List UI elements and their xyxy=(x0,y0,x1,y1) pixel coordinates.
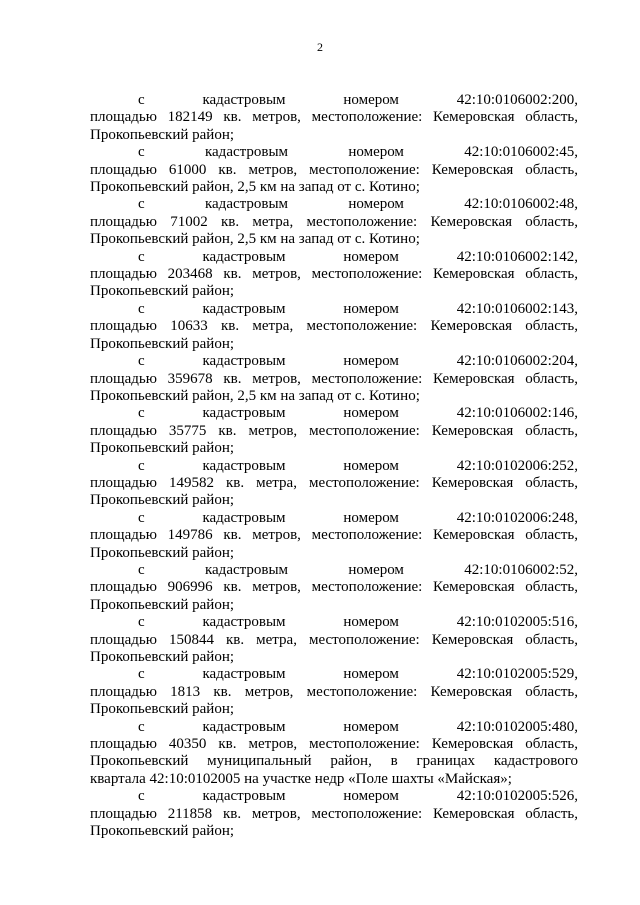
entry-line: с кадастровым номером 42:10:0102006:248, xyxy=(138,509,578,526)
entry-line: квартала 42:10:0102005 на участке недр «Поле шахты «Майская»; xyxy=(90,770,512,787)
page-number: 2 xyxy=(317,40,323,54)
entry-line: Прокопьевский район; xyxy=(90,126,235,143)
entry-line: площадью 211858 кв. метров, местоположение: Кемеровская область, xyxy=(90,805,578,822)
entry-line: с кадастровым номером 42:10:0102005:526, xyxy=(138,788,578,805)
entry-line: с кадастровым номером 42:10:0102005:480, xyxy=(138,718,578,735)
entry-line: с кадастровым номером 42:10:0106002:200, xyxy=(138,92,578,108)
cadastral-entry xyxy=(90,510,578,562)
cadastral-entry xyxy=(90,301,578,353)
cadastral-entry xyxy=(90,458,578,510)
entry-line: с кадастровым номером 42:10:0106002:48, xyxy=(138,196,578,213)
cadastral-entry xyxy=(90,405,578,457)
cadastral-entry xyxy=(90,196,578,248)
cadastral-entry xyxy=(90,92,578,144)
entry-line: Прокопьевский район; xyxy=(90,649,235,665)
entry-line: с кадастровым номером 42:10:0106002:52, xyxy=(138,561,578,578)
cadastral-entry xyxy=(90,788,578,840)
entry-line: Прокопьевский район, 2,5 км на запад от с. Котино; xyxy=(90,231,420,248)
entry-line: с кадастровым номером 42:10:0102005:529, xyxy=(138,666,578,683)
entry-line: с кадастровым номером 42:10:0106002:142, xyxy=(138,248,578,265)
entry-line: площадью 35775 кв. метров, местоположение: Кемеровская область, xyxy=(90,422,578,439)
entry-line: с кадастровым номером 42:10:0106002:45, xyxy=(138,144,578,161)
entry-line: с кадастровым номером 42:10:0106002:146, xyxy=(138,405,578,422)
entry-line: площадью 906996 кв. метров, местоположение: Кемеровская область, xyxy=(90,579,578,596)
entry-line: Прокопьевский район; xyxy=(90,492,235,509)
cadastral-entry xyxy=(90,353,578,405)
cadastral-entry xyxy=(90,249,578,301)
entry-line: Прокопьевский район, 2,5 км на запад от с. Котино; xyxy=(90,387,420,404)
entry-line: площадью 10633 кв. метра, местоположение: Кемеровская область, xyxy=(90,318,578,335)
cadastral-entry xyxy=(90,719,578,789)
cadastral-entry xyxy=(90,144,578,196)
entry-line: с кадастровым номером 42:10:0106002:204, xyxy=(138,353,578,370)
cadastral-entry xyxy=(90,562,578,614)
entry-line: Прокопьевский район, 2,5 км на запад от с. Котино; xyxy=(90,179,420,196)
entry-line: площадью 71002 кв. метра, местоположение: Кемеровская область, xyxy=(90,213,578,230)
entry-line: с кадастровым номером 42:10:0106002:143, xyxy=(138,300,578,317)
entry-line: Прокопьевский район; xyxy=(90,823,235,840)
entry-line: площадью 150844 кв. метра, местоположение: Кемеровская область, xyxy=(90,631,578,648)
entry-line: Прокопьевский район; xyxy=(90,701,235,718)
entry-line: площадью 182149 кв. метров, местоположение: Кемеровская область, xyxy=(90,109,578,126)
cadastral-entry xyxy=(90,666,578,718)
cadastral-entry xyxy=(90,614,578,666)
entry-line: Прокопьевский район; xyxy=(90,596,235,613)
entry-line: площадью 61000 кв. метров, местоположение: Кемеровская область, xyxy=(90,161,578,178)
entry-line: Прокопьевский район; xyxy=(90,544,235,561)
entry-line: площадью 40350 кв. метров, местоположение: Кемеровская область, xyxy=(90,736,578,753)
entry-line: площадью 359678 кв. метров, местоположение: Кемеровская область, xyxy=(90,370,578,387)
entry-line: Прокопьевский муниципальный район, в границах кадастрового xyxy=(90,753,578,770)
document-body xyxy=(90,92,578,840)
entry-line: Прокопьевский район; xyxy=(90,283,235,300)
entry-line: Прокопьевский район; xyxy=(90,335,235,352)
entry-line: площадью 149582 кв. метра, местоположение: Кемеровская область, xyxy=(90,474,578,491)
entry-line: площадью 149786 кв. метров, местоположение: Кемеровская область, xyxy=(90,527,578,544)
entry-line: площадью 1813 кв. метров, местоположение: Кемеровская область, xyxy=(90,683,578,700)
entry-line: площадью 203468 кв. метров, местоположение: Кемеровская область, xyxy=(90,266,578,283)
entry-line: с кадастровым номером 42:10:0102005:516, xyxy=(138,614,578,631)
entry-line: Прокопьевский район; xyxy=(90,440,235,457)
entry-line: с кадастровым номером 42:10:0102006:252, xyxy=(138,457,578,474)
